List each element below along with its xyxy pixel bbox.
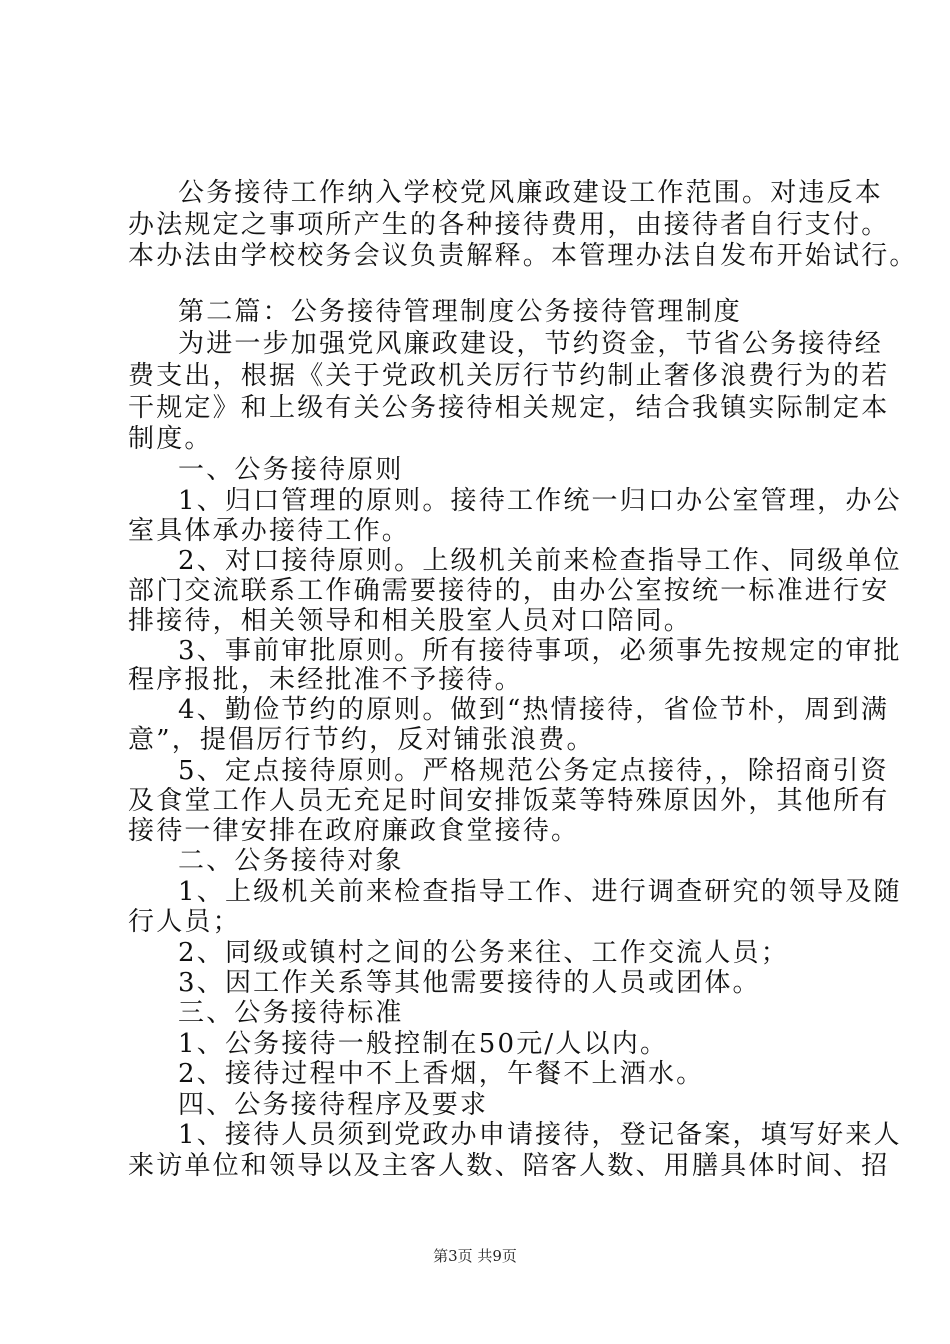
text-line: 接待一律安排在政府廉政食堂接待。 — [128, 816, 580, 846]
text-line: 办法规定之事项所产生的各种接待费用，由接待者自行支付。 — [128, 210, 890, 240]
text-line: 及食堂工作人员无充足时间安排饭菜等特殊原因外，其他所有 — [128, 786, 890, 816]
text-line: 费支出，根据《关于党政机关厉行节约制止奢侈浪费行为的若 — [128, 361, 890, 391]
subheading: 四、公务接待程序及要求 — [178, 1090, 489, 1120]
text-line: 程序报批，未经批准不予接待。 — [128, 665, 523, 695]
text-line: 本办法由学校校务会议负责解释。本管理办法自发布开始试行。 — [128, 241, 918, 271]
text-line: 1、接待人员须到党政办申请接待，登记备案，填写好来人 — [178, 1120, 902, 1150]
text-line: 为进一步加强党风廉政建设，节约资金，节省公务接待经 — [178, 329, 884, 359]
section-heading: 第二篇：公务接待管理制度公务接待管理制度 — [178, 297, 743, 327]
text-line: 1、公务接待一般控制在50元/人以内。 — [178, 1029, 669, 1059]
text-line: 行人员； — [128, 907, 241, 937]
subheading: 二、公务接待对象 — [178, 846, 404, 876]
text-line: 排接待，相关领导和相关股室人员对口陪同。 — [128, 606, 693, 636]
text-line: 制度。 — [128, 424, 213, 454]
text-line: 来访单位和领导以及主客人数、陪客人数、用膳具体时间、招 — [128, 1151, 890, 1181]
text-line: 意”，提倡厉行节约，反对铺张浪费。 — [128, 725, 595, 755]
text-line: 2、对口接待原则。上级机关前来检查指导工作、同级单位 — [178, 546, 902, 576]
text-line: 干规定》和上级有关公务接待相关规定，结合我镇实际制定本 — [128, 393, 890, 423]
text-line: 室具体承办接待工作。 — [128, 516, 411, 546]
page-number-footer: 第3页 共9页 — [433, 1247, 517, 1265]
subheading: 一、公务接待原则 — [178, 455, 404, 485]
text-line: 3、因工作关系等其他需要接待的人员或团体。 — [178, 968, 761, 998]
text-line: 部门交流联系工作确需要接待的，由办公室按统一标准进行安 — [128, 576, 890, 606]
text-line: 5、定点接待原则。严格规范公务定点接待，，除招商引资 — [178, 756, 889, 786]
text-line: 4、勤俭节约的原则。做到“热情接待，省俭节朴，周到满 — [178, 695, 890, 725]
text-line: 1、归口管理的原则。接待工作统一归口办公室管理，办公 — [178, 486, 902, 516]
text-line: 1、上级机关前来检查指导工作、进行调查研究的领导及随 — [178, 877, 902, 907]
text-line: 3、事前审批原则。所有接待事项，必须事先按规定的审批 — [178, 636, 902, 666]
text-line: 公务接待工作纳入学校党风廉政建设工作范围。对违反本 — [178, 178, 884, 208]
text-line: 2、接待过程中不上香烟，午餐不上酒水。 — [178, 1059, 705, 1089]
text-line: 2、同级或镇村之间的公务来往、工作交流人员； — [178, 938, 789, 968]
subheading: 三、公务接待标准 — [178, 998, 404, 1028]
